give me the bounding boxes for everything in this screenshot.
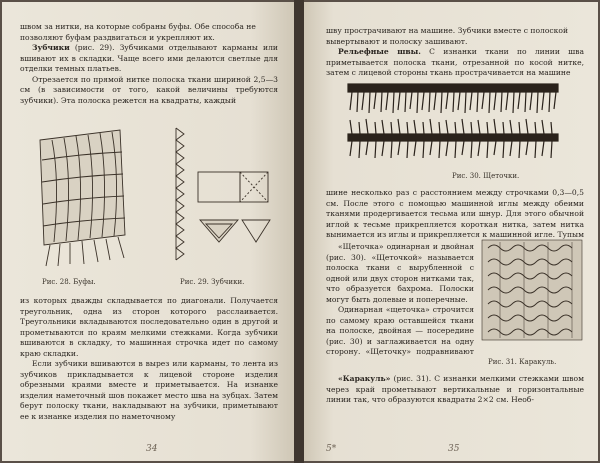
left-bottom-para-2: Если зубчики вшиваются в вырез или карманы, то лента из зубчиков прикладывается к лицевой стороне изделия обрезными краями вместе и приметывается. На изнанке изделия наметочный шов покажет место шва на зубцах. Затем берут полоску ткани, накладывают на зубчики, приметывают ее к изнанке изделия по наметочному — [20, 359, 278, 421]
right-bottom-text — [326, 374, 584, 406]
figure-28-caption: Рис. 28. Буфы. — [42, 278, 96, 286]
left-top-line-2: позволяют буфам раздвигаться и укрепляют их. — [20, 32, 215, 42]
figure-29-zubchiki — [170, 120, 280, 270]
left-bottom-text — [20, 296, 278, 422]
left-top-text — [20, 22, 278, 106]
para-zubchiki-title: Зубчики — [32, 43, 70, 52]
left-page — [2, 2, 294, 461]
para-relef-title: Рельефные швы. — [338, 47, 421, 56]
figure-30-caption: Рис. 30. Щеточки. — [452, 172, 520, 180]
left-top-line-1: швом за нитки, на которые собраны буфы. Обе способа не — [20, 22, 256, 31]
para-mid-wide: шине несколько раз с расстоянием между строчками 0,3—0,5 см. После этого с помощью машинной иглы между обеими тканями продергивается тесьма или шнур. Для этого обычной иглой к тесьме прикрепляется короткая нитка, затем нитка вынимается из иглы и прикрепляется к машинной игле. Тупым — [326, 188, 584, 239]
right-top-text — [326, 26, 584, 79]
right-footer-mark: 5* — [326, 444, 337, 454]
para-zubchiki-body: (рис. 29). Зубчиками отделывают карманы или вшивают их в складки. Чаще всего ими делаются светлые для отделки темных платьев. — [20, 43, 278, 73]
right-page — [304, 2, 598, 461]
left-bottom-para-1: из которых дважды складывается по диагонали. Получается треугольник, одна из сторон которого расслаивается. Треугольники вкладываются последовательно один в другой и прометываются по краям мелкими стежками. Когда зубчики вшиваются в складку, то машинная строчка идет по самому краю складки. — [20, 296, 278, 358]
right-page-number: 35 — [448, 444, 460, 454]
figure-30-shchetochki — [344, 82, 564, 168]
left-page-number: 34 — [146, 444, 158, 454]
right-mid-wide-text — [326, 188, 584, 242]
figure-31-karakul — [480, 238, 584, 354]
para-otrez: Отрезается по прямой нитке полоска ткани шириной 2,5—3 см (в зависимости от того, какой величины требуются зубчики). Эта полоска режется на квадраты, каждый — [20, 74, 278, 105]
para-relef-body: С изнанки ткани по линии шва приметывается полоска ткани, отрезанной по косой нитке, затем с лицевой стороны ткань прострачивается на машине — [326, 47, 584, 77]
right-mid-narrow-text — [326, 242, 474, 358]
para-shchetochka: «Щеточка» одинарная и двойная (рис. 30). «Щеточкой» называется полоска ткани с вырубленной с одной или двух сторон нитками так, что образуется бахрома. Полоски могут быть долевые и поперечные. — [326, 242, 474, 304]
figure-29-caption: Рис. 29. Зубчики. — [180, 278, 245, 286]
para-zubchiki — [20, 43, 278, 75]
para-relef — [326, 47, 584, 79]
right-top-line-1: шву прострачивают на машине. Зубчики вместе с полоской — [326, 26, 569, 35]
para-karakul-title: «Каракуль» — [338, 374, 391, 383]
figure-31-caption: Рис. 31. Каракуль. — [488, 358, 557, 366]
para-odinarnaya: Одинарная «щеточка» строчится по самому краю оставшейся ткани на полоске, двойная — посередине (рис. 30) и заглаживается на одну сторону. «Щеточку» подравнивают — [326, 305, 474, 356]
para-karakul — [326, 374, 584, 406]
para-karakul-body: (рис. 31). С изнанки мелкими стежками швом через край прометывают вертикальные и горизонтальные линии так, что образуются квадраты 2×2 см. Необ- — [326, 374, 584, 404]
right-top-line-2: вывертывают и полоску зашивают. — [326, 36, 468, 46]
figure-28-puffs — [30, 120, 140, 270]
book-gutter — [294, 0, 304, 463]
